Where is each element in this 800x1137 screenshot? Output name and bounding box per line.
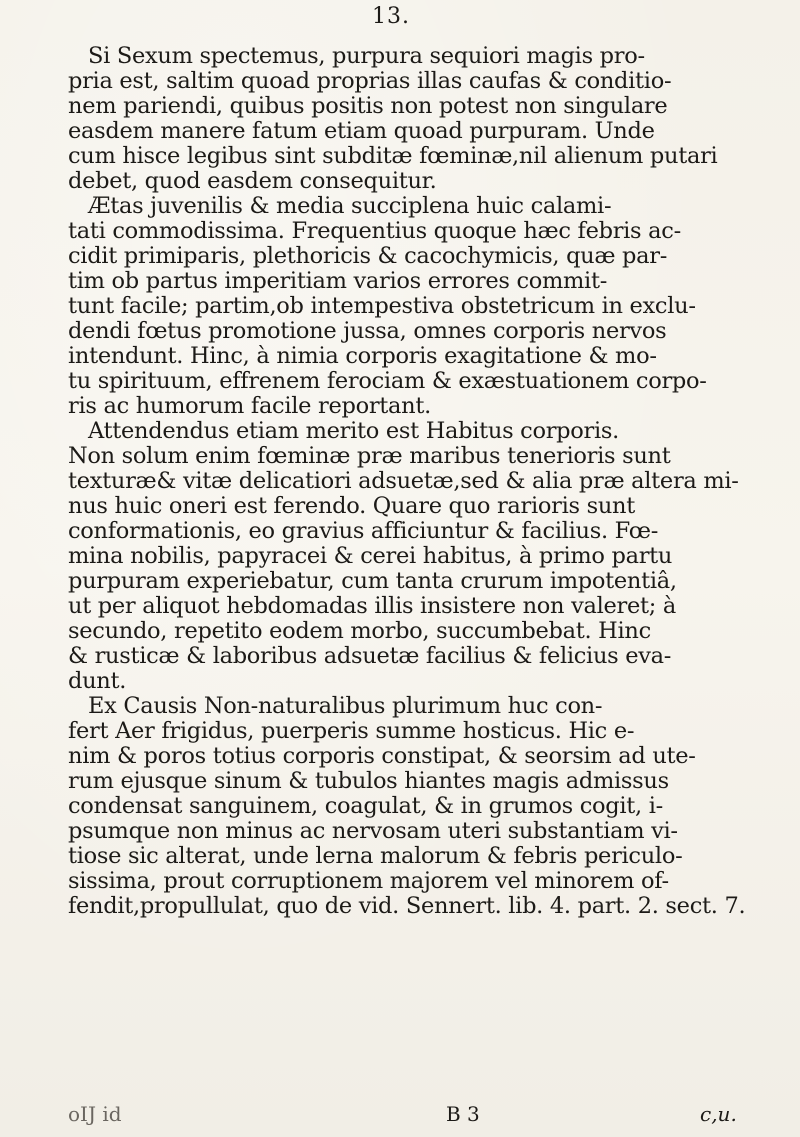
text-line: Non solum enim fœminæ præ maribus tenerioris sunt bbox=[68, 443, 671, 469]
text-line: cum hisce legibus sint subditæ fœminæ,nil alienum putari bbox=[68, 143, 718, 169]
text-line: nim & poros totius corporis constipat, & seorsim ad ute- bbox=[68, 743, 696, 769]
catchword: c,u. bbox=[700, 1102, 737, 1126]
text-line: mina nobilis, papyracei & cerei habitus, à primo partu bbox=[68, 543, 673, 569]
text-line: nus huic oneri est ferendo. Quare quo rarioris sunt bbox=[68, 493, 635, 519]
text-line: fendit,propullulat, quo de vid. Sennert. lib. 4. part. 2. sect. 7. bbox=[68, 893, 746, 919]
text-line: Ætas juvenilis & media succiplena huic calami- bbox=[88, 193, 612, 219]
page-footer bbox=[68, 1102, 768, 1126]
text-line: tu spirituum, effrenem ferociam & exæstuationem corpo- bbox=[68, 368, 707, 394]
text-line: texturæ& vitæ delicatiori adsuetæ,sed & alia præ altera mi- bbox=[68, 468, 739, 494]
text-line: easdem manere fatum etiam quoad purpuram. Unde bbox=[68, 118, 655, 144]
text-line: & rusticæ & laboribus adsuetæ facilius & felicius eva- bbox=[68, 643, 672, 669]
text-line: Si Sexum spectemus, purpura sequiori magis pro- bbox=[88, 43, 645, 69]
text-line: tunt facile; partim,ob intempestiva obstetricum in exclu- bbox=[68, 293, 696, 319]
text-line: debet, quod easdem consequitur. bbox=[68, 168, 437, 194]
text-line: dendi fœtus promotione jussa, omnes corporis nervos bbox=[68, 318, 667, 344]
text-line: Attendendus etiam merito est Habitus corporis. bbox=[88, 418, 619, 444]
text-line: sissima, prout corruptionem majorem vel minorem of- bbox=[68, 868, 669, 894]
text-line: fert Aer frigidus, puerperis summe hosticus. Hic e- bbox=[68, 718, 635, 744]
text-line: secundo, repetito eodem morbo, succumbebat. Hinc bbox=[68, 618, 651, 644]
text-line: psumque non minus ac nervosam uteri substantiam vi- bbox=[68, 818, 678, 844]
signature-mark: B 3 bbox=[446, 1102, 480, 1126]
page-number: 13. bbox=[372, 4, 410, 29]
text-line: dunt. bbox=[68, 668, 127, 694]
text-line: tiose sic alterat, unde lerna malorum & febris periculo- bbox=[68, 843, 683, 869]
text-line: purpuram experiebatur, cum tanta crurum impotentiâ, bbox=[68, 568, 677, 594]
text-line: conformationis, eo gravius afficiuntur & facilius. Fœ- bbox=[68, 518, 658, 544]
text-line: ut per aliquot hebdomadas illis insistere non valeret; à bbox=[68, 593, 676, 619]
text-line: Ex Causis Non-naturalibus plurimum huc con- bbox=[88, 693, 603, 719]
text-line: tati commodissima. Frequentius quoque hæc febris ac- bbox=[68, 218, 681, 244]
text-line: pria est, saltim quoad proprias illas caufas & conditio- bbox=[68, 68, 672, 94]
footer-mark: oIJ id bbox=[68, 1102, 122, 1126]
text-line: rum ejusque sinum & tubulos hiantes magis admissus bbox=[68, 768, 669, 794]
text-line: tim ob partus imperitiam varios errores commit- bbox=[68, 268, 607, 294]
text-line: condensat sanguinem, coagulat, & in grumos cogit, i- bbox=[68, 793, 663, 819]
text-line: ris ac humorum facile reportant. bbox=[68, 393, 431, 419]
text-line: cidit primiparis, plethoricis & cacochymicis, quæ par- bbox=[68, 243, 668, 269]
text-line: nem pariendi, quibus positis non potest non singulare bbox=[68, 93, 668, 119]
text-block bbox=[68, 44, 768, 919]
text-line: intendunt. Hinc, à nimia corporis exagitatione & mo- bbox=[68, 343, 657, 369]
